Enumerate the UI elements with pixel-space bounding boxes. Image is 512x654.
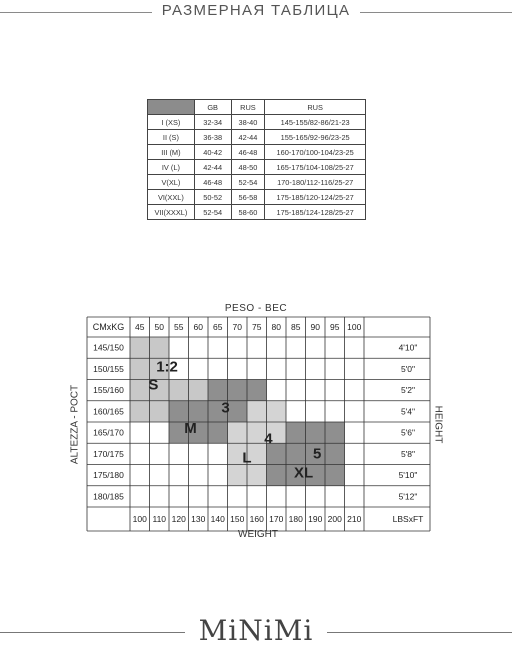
size-region-area (228, 422, 287, 443)
lbs-tick-label: 110 (152, 514, 167, 524)
ft-row-label: 5'10" (398, 470, 418, 481)
page-title: РАЗМЕРНАЯ ТАБЛИЦА (161, 2, 351, 19)
size-cell: 42-44 (194, 160, 231, 175)
lbs-tick-label: 140 (210, 514, 225, 524)
ft-row-label: 5'2" (400, 385, 416, 396)
size-cell: 145-155/82-86/21-23 (265, 115, 366, 130)
lbs-tick-label: 180 (288, 514, 303, 524)
size-cell: III (M) (148, 145, 195, 160)
ft-row-label: 5'6" (400, 427, 416, 438)
size-cell: 32-34 (194, 115, 231, 130)
size-cell: I (XS) (148, 115, 195, 130)
size-region-number: 4 (264, 430, 273, 448)
size-cell: IV (L) (148, 160, 195, 175)
size-cell: 40-42 (194, 145, 231, 160)
size-region-letter: L (242, 449, 252, 467)
kg-tick-label: 55 (174, 322, 184, 332)
size-region-letter: XL (293, 464, 314, 482)
size-region-letter: S (148, 376, 159, 394)
cm-row-label: 160/165 (93, 406, 124, 417)
kg-tick-label: 80 (271, 322, 281, 332)
kg-tick-label: 90 (310, 322, 320, 332)
kg-tick-label: 60 (193, 322, 203, 332)
ft-row-label: 5'12" (398, 491, 418, 502)
lbs-tick-label: 150 (230, 514, 245, 524)
size-cell: VII(XXXL) (148, 205, 195, 220)
height-label-left: ALTEZZA - POCT (69, 384, 81, 465)
lbs-tick-label: 210 (347, 514, 362, 524)
kg-tick-label: 50 (154, 322, 164, 332)
brand-logo: MiNiMi (198, 614, 314, 647)
kg-tick-label: 100 (347, 322, 362, 332)
size-cell: 170-180/112-116/25-27 (265, 175, 366, 190)
size-table-header: RUS (265, 100, 366, 115)
cm-row-label: 175/180 (93, 470, 124, 481)
size-cell: II (S) (148, 130, 195, 145)
corner-label-lbsxft: LBSxFT (392, 514, 424, 524)
kg-tick-label: 85 (291, 322, 301, 332)
cm-row-label: 180/185 (93, 491, 124, 502)
corner-label-cmxkg: CMxKG (92, 322, 125, 332)
ft-row-label: 5'4" (400, 406, 416, 417)
cm-row-label: 155/160 (93, 385, 124, 396)
size-cell: 56-58 (231, 190, 265, 205)
size-cell: 46-48 (231, 145, 265, 160)
lbs-tick-label: 200 (327, 514, 342, 524)
size-cell: 175-185/124-128/25-27 (265, 205, 366, 220)
size-table-header: RUS (231, 100, 265, 115)
size-cell: 58-60 (231, 205, 265, 220)
size-region-area (286, 422, 345, 443)
lbs-tick-label: 190 (308, 514, 323, 524)
cm-row-label: 145/150 (93, 342, 124, 353)
cm-row-label: 165/170 (93, 427, 124, 438)
size-region-area (208, 380, 267, 401)
lbs-tick-label: 130 (191, 514, 206, 524)
ft-row-label: 4'10" (398, 342, 418, 353)
kg-tick-label: 75 (252, 322, 262, 332)
size-cell: 165-175/104-108/25-27 (265, 160, 366, 175)
size-cell: 42-44 (231, 130, 265, 145)
ft-row-label: 5'0" (400, 363, 416, 374)
size-cell: 155-165/92-96/23-25 (265, 130, 366, 145)
size-cell: 46-48 (194, 175, 231, 190)
size-table-header: GB (194, 100, 231, 115)
cm-row-label: 150/155 (93, 363, 124, 374)
size-cell: VI(XXL) (148, 190, 195, 205)
size-region-number: 3 (221, 399, 230, 417)
size-region-letter: M (184, 419, 197, 437)
size-cell: 52-54 (231, 175, 265, 190)
weight-label: WEIGHT (238, 529, 278, 540)
grid-title: PESO - BEC (224, 303, 288, 314)
height-label-right: HEIGHT (432, 405, 444, 444)
lbs-tick-label: 160 (249, 514, 264, 524)
size-region-number: 1:2 (156, 358, 178, 376)
size-cell: 175-185/120-124/25-27 (265, 190, 366, 205)
size-region-number: 5 (313, 445, 322, 463)
size-cell: 50-52 (194, 190, 231, 205)
ft-row-label: 5'8" (400, 448, 416, 459)
size-cell: 160-170/100-104/23-25 (265, 145, 366, 160)
size-cell: 38-40 (231, 115, 265, 130)
lbs-tick-label: 100 (132, 514, 147, 524)
size-cell: 36-38 (194, 130, 231, 145)
size-cell: 48-50 (231, 160, 265, 175)
kg-tick-label: 70 (232, 322, 242, 332)
size-cell: 52-54 (194, 205, 231, 220)
lbs-tick-label: 170 (269, 514, 284, 524)
size-cell: V(XL) (148, 175, 195, 190)
kg-tick-label: 95 (330, 322, 340, 332)
lbs-tick-label: 120 (171, 514, 186, 524)
kg-tick-label: 65 (213, 322, 223, 332)
logo-line-right (327, 632, 512, 633)
cm-row-label: 170/175 (93, 448, 124, 459)
kg-tick-label: 45 (135, 322, 145, 332)
